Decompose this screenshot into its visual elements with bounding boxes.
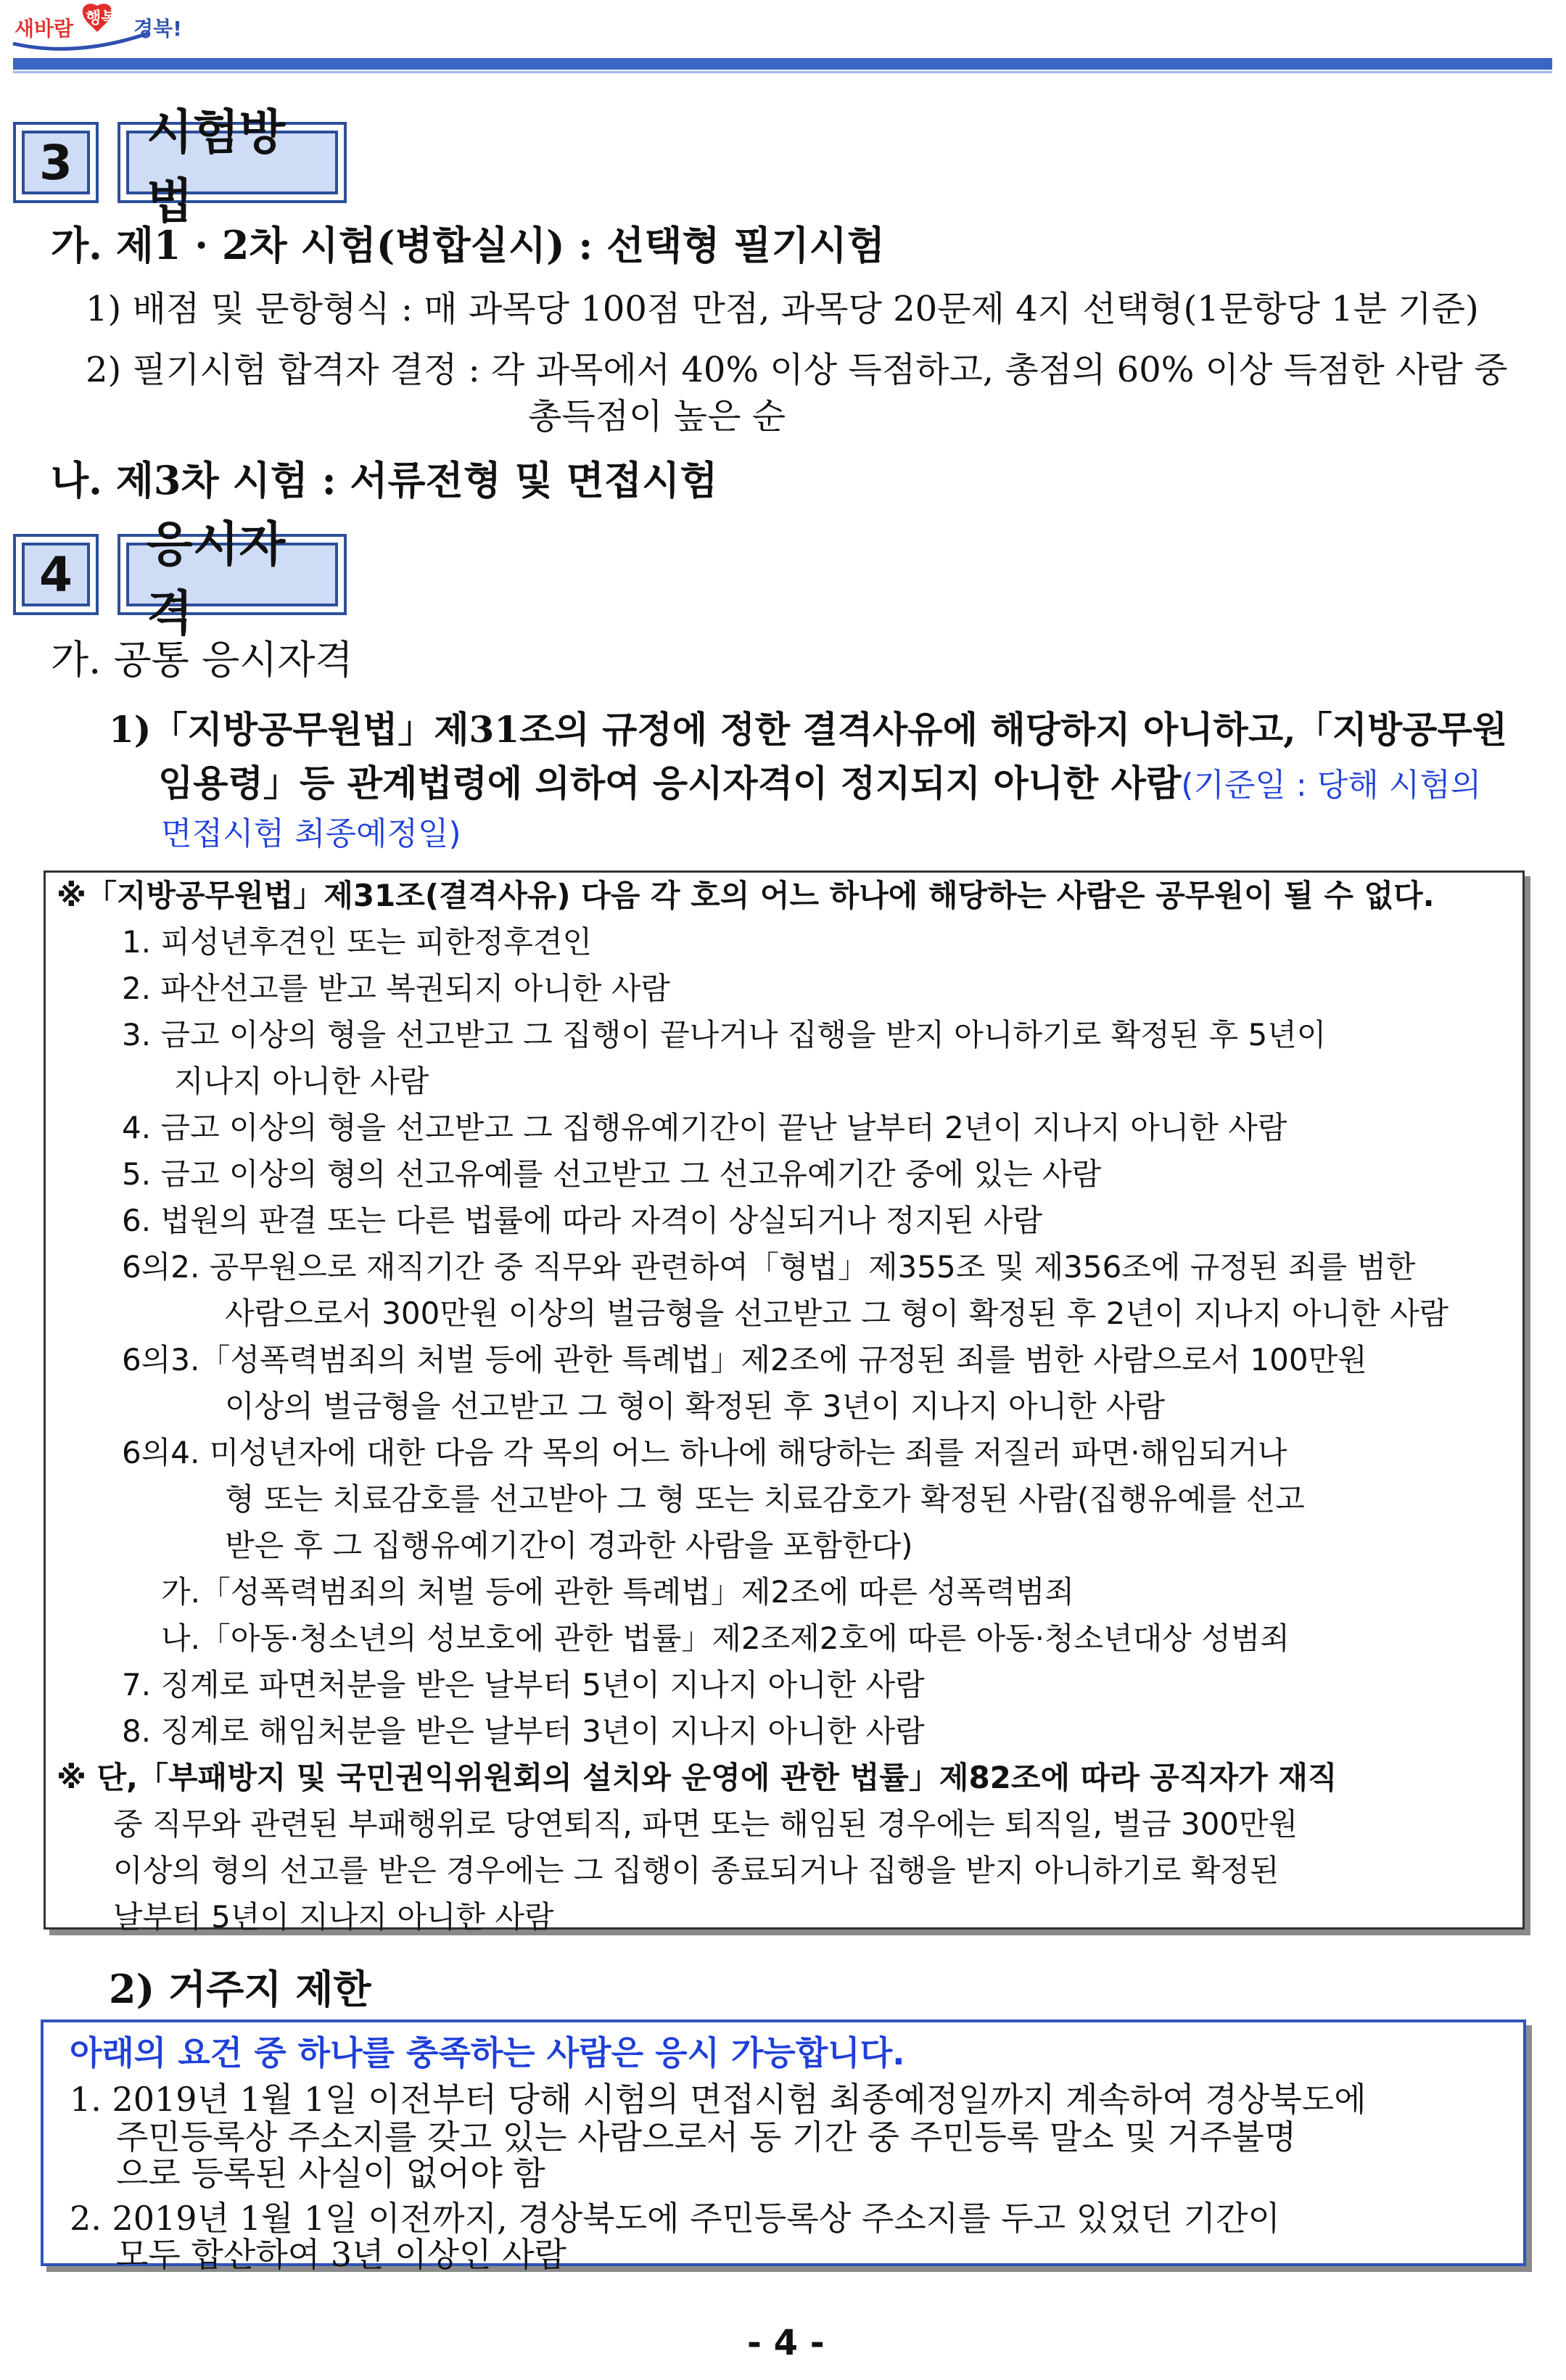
header-rule-thin: [13, 71, 1552, 73]
logo-text-left: 새바람: [15, 17, 74, 41]
section-title-exam-method: 시험방법: [118, 122, 347, 203]
eligibility-item1-line2: [158, 762, 1481, 807]
disq-line: 7. 징계로 파면처분을 받은 날부터 5년이 지나지 아니한 사람: [122, 1667, 925, 1702]
disq-line: 6의3.「성폭력범죄의 처벌 등에 관한 특례법」제2조에 규정된 죄를 범한 사람으로서 100만원: [122, 1342, 1367, 1378]
page-number: - 4 -: [747, 2323, 825, 2363]
section-number-4: 4: [13, 534, 99, 615]
disq-line: 6의2. 공무원으로 재직기간 중 직무와 관련하여「형법」제355조 및 제356조에 규정된 죄를 범한: [122, 1249, 1416, 1285]
eligibility-ga-heading: 가. 공통 응시자격: [51, 637, 353, 683]
disq-line: 나.「아동·청소년의 성보호에 관한 법률」제2조제2호에 따른 아동·청소년대상 성범죄: [161, 1621, 1290, 1656]
disq-line: 형 또는 치료감호를 선고받아 그 형 또는 치료감호가 확정된 사람(집행유예를 선고: [225, 1481, 1305, 1517]
disqualification-intro: ※「지방공무원법」제31조(결격사유) 다음 각 호의 어느 하나에 해당하는 사람은 공무원이 될 수 없다.: [57, 878, 1435, 913]
eligibility-item1-note-cont: 면접시험 최종예정일): [161, 815, 461, 852]
disq-line: 8. 징계로 해임처분을 받은 날부터 3년이 지나지 아니한 사람: [122, 1713, 925, 1749]
exam-item-2-line2: 총득점이 높은 순: [528, 396, 786, 437]
disq-line: 6. 법원의 판결 또는 다른 법률에 따라 자격이 상실되거나 정지된 사람: [122, 1203, 1043, 1238]
disq-line: 3. 금고 이상의 형을 선고받고 그 집행이 끝나거나 집행을 받지 아니하기로 확정된 후 5년이: [122, 1017, 1327, 1053]
residence-item2-line2: 모두 합산하여 3년 이상인 사람: [116, 2235, 566, 2274]
logo: [10, 1, 199, 59]
section-number-3: 3: [13, 122, 99, 203]
exam-item-1: 1) 배점 및 문항형식 : 매 과목당 100점 만점, 과목당 20문제 4지 선택형(1문항당 1분 기준): [86, 289, 1479, 329]
logo-text-heart: 행복: [86, 9, 117, 28]
residence-item1-line1: 1. 2019년 1월 1일 이전부터 당해 시험의 면접시험 최종예정일까지 계속하여 경상북도에: [70, 2080, 1367, 2119]
section-title-eligibility: 응시자격: [118, 534, 347, 615]
disq-note-line2: 중 직무와 관련된 부패행위로 당연퇴직, 파면 또는 해임된 경우에는 퇴직일, 벌금 300만원: [113, 1806, 1298, 1842]
eligibility-item1-note: (기준일 : 당해 시험의: [1181, 767, 1482, 804]
disq-line: 지나지 아니한 사람: [174, 1063, 429, 1099]
disq-line: 사람으로서 300만원 이상의 벌금형을 선고받고 그 형이 확정된 후 2년이 지나지 아니한 사람: [225, 1296, 1449, 1331]
disq-line: 가.「성폭력범죄의 처벌 등에 관한 특례법」제2조에 따른 성폭력범죄: [161, 1574, 1075, 1610]
residence-heading: 2) 거주지 제한: [109, 1966, 371, 2012]
disq-line: 2. 파산선고를 받고 복권되지 아니한 사람: [122, 971, 670, 1006]
disq-line: 5. 금고 이상의 형의 선고유예를 선고받고 그 선고유예기간 중에 있는 사람: [122, 1156, 1102, 1192]
disq-line: 4. 금고 이상의 형을 선고받고 그 집행유예기간이 끝난 날부터 2년이 지나지 아니한 사람: [122, 1110, 1287, 1145]
disq-note-line1: ※ 단,「부패방지 및 국민권익위원회의 설치와 운영에 관한 법률」제82조에 따라 공직자가 재직: [57, 1760, 1338, 1795]
residence-box-title: 아래의 요건 중 하나를 충족하는 사람은 응시 가능합니다.: [70, 2033, 905, 2072]
disq-note-line4: 날부터 5년이 지나지 아니한 사람: [113, 1899, 554, 1935]
exam-item-2-line1: 2) 필기시험 합격자 결정 : 각 과목에서 40% 이상 득점하고, 총점의 60% 이상 득점한 사람 중: [86, 350, 1508, 390]
eligibility-item1-line1: 1)「지방공무원법」제31조의 규정에 정한 결격사유에 해당하지 아니하고,「지방공무원: [109, 708, 1508, 751]
disq-line: 받은 후 그 집행유예기간이 경과한 사람을 포함한다): [225, 1528, 913, 1563]
logo-text-right: 경북!: [133, 17, 182, 41]
exam-na-heading: 나. 제3차 시험 : 서류전형 및 면접시험: [51, 457, 718, 503]
disq-line: 1. 피성년후견인 또는 피한정후견인: [122, 924, 593, 960]
disq-line: 이상의 벌금형을 선고받고 그 형이 확정된 후 3년이 지나지 아니한 사람: [225, 1388, 1166, 1424]
exam-ga-heading: 가. 제1 · 2차 시험(병합실시) : 선택형 필기시험: [51, 222, 886, 268]
residence-item1-line3: 으로 등록된 사실이 없어야 함: [116, 2154, 545, 2193]
disq-line: 6의4. 미성년자에 대한 다음 각 목의 어느 하나에 해당하는 죄를 저질러 파면·해임되거나: [122, 1435, 1287, 1470]
residence-item2-line1: 2. 2019년 1월 1일 이전까지, 경상북도에 주민등록상 주소지를 두고 있었던 기간이: [70, 2199, 1280, 2238]
disq-note-line3: 이상의 형의 선고를 받은 경우에는 그 집행이 종료되거나 집행을 받지 아니하기로 확정된: [113, 1853, 1279, 1888]
header-rule: [13, 58, 1552, 70]
eligibility-item1-text: 임용령」등 관계법령에 의하여 응시자격이 정지되지 아니한 사람: [158, 762, 1182, 804]
residence-item1-line2: 주민등록상 주소지를 갖고 있는 사람으로서 동 기간 중 주민등록 말소 및 거주불명: [116, 2117, 1297, 2157]
